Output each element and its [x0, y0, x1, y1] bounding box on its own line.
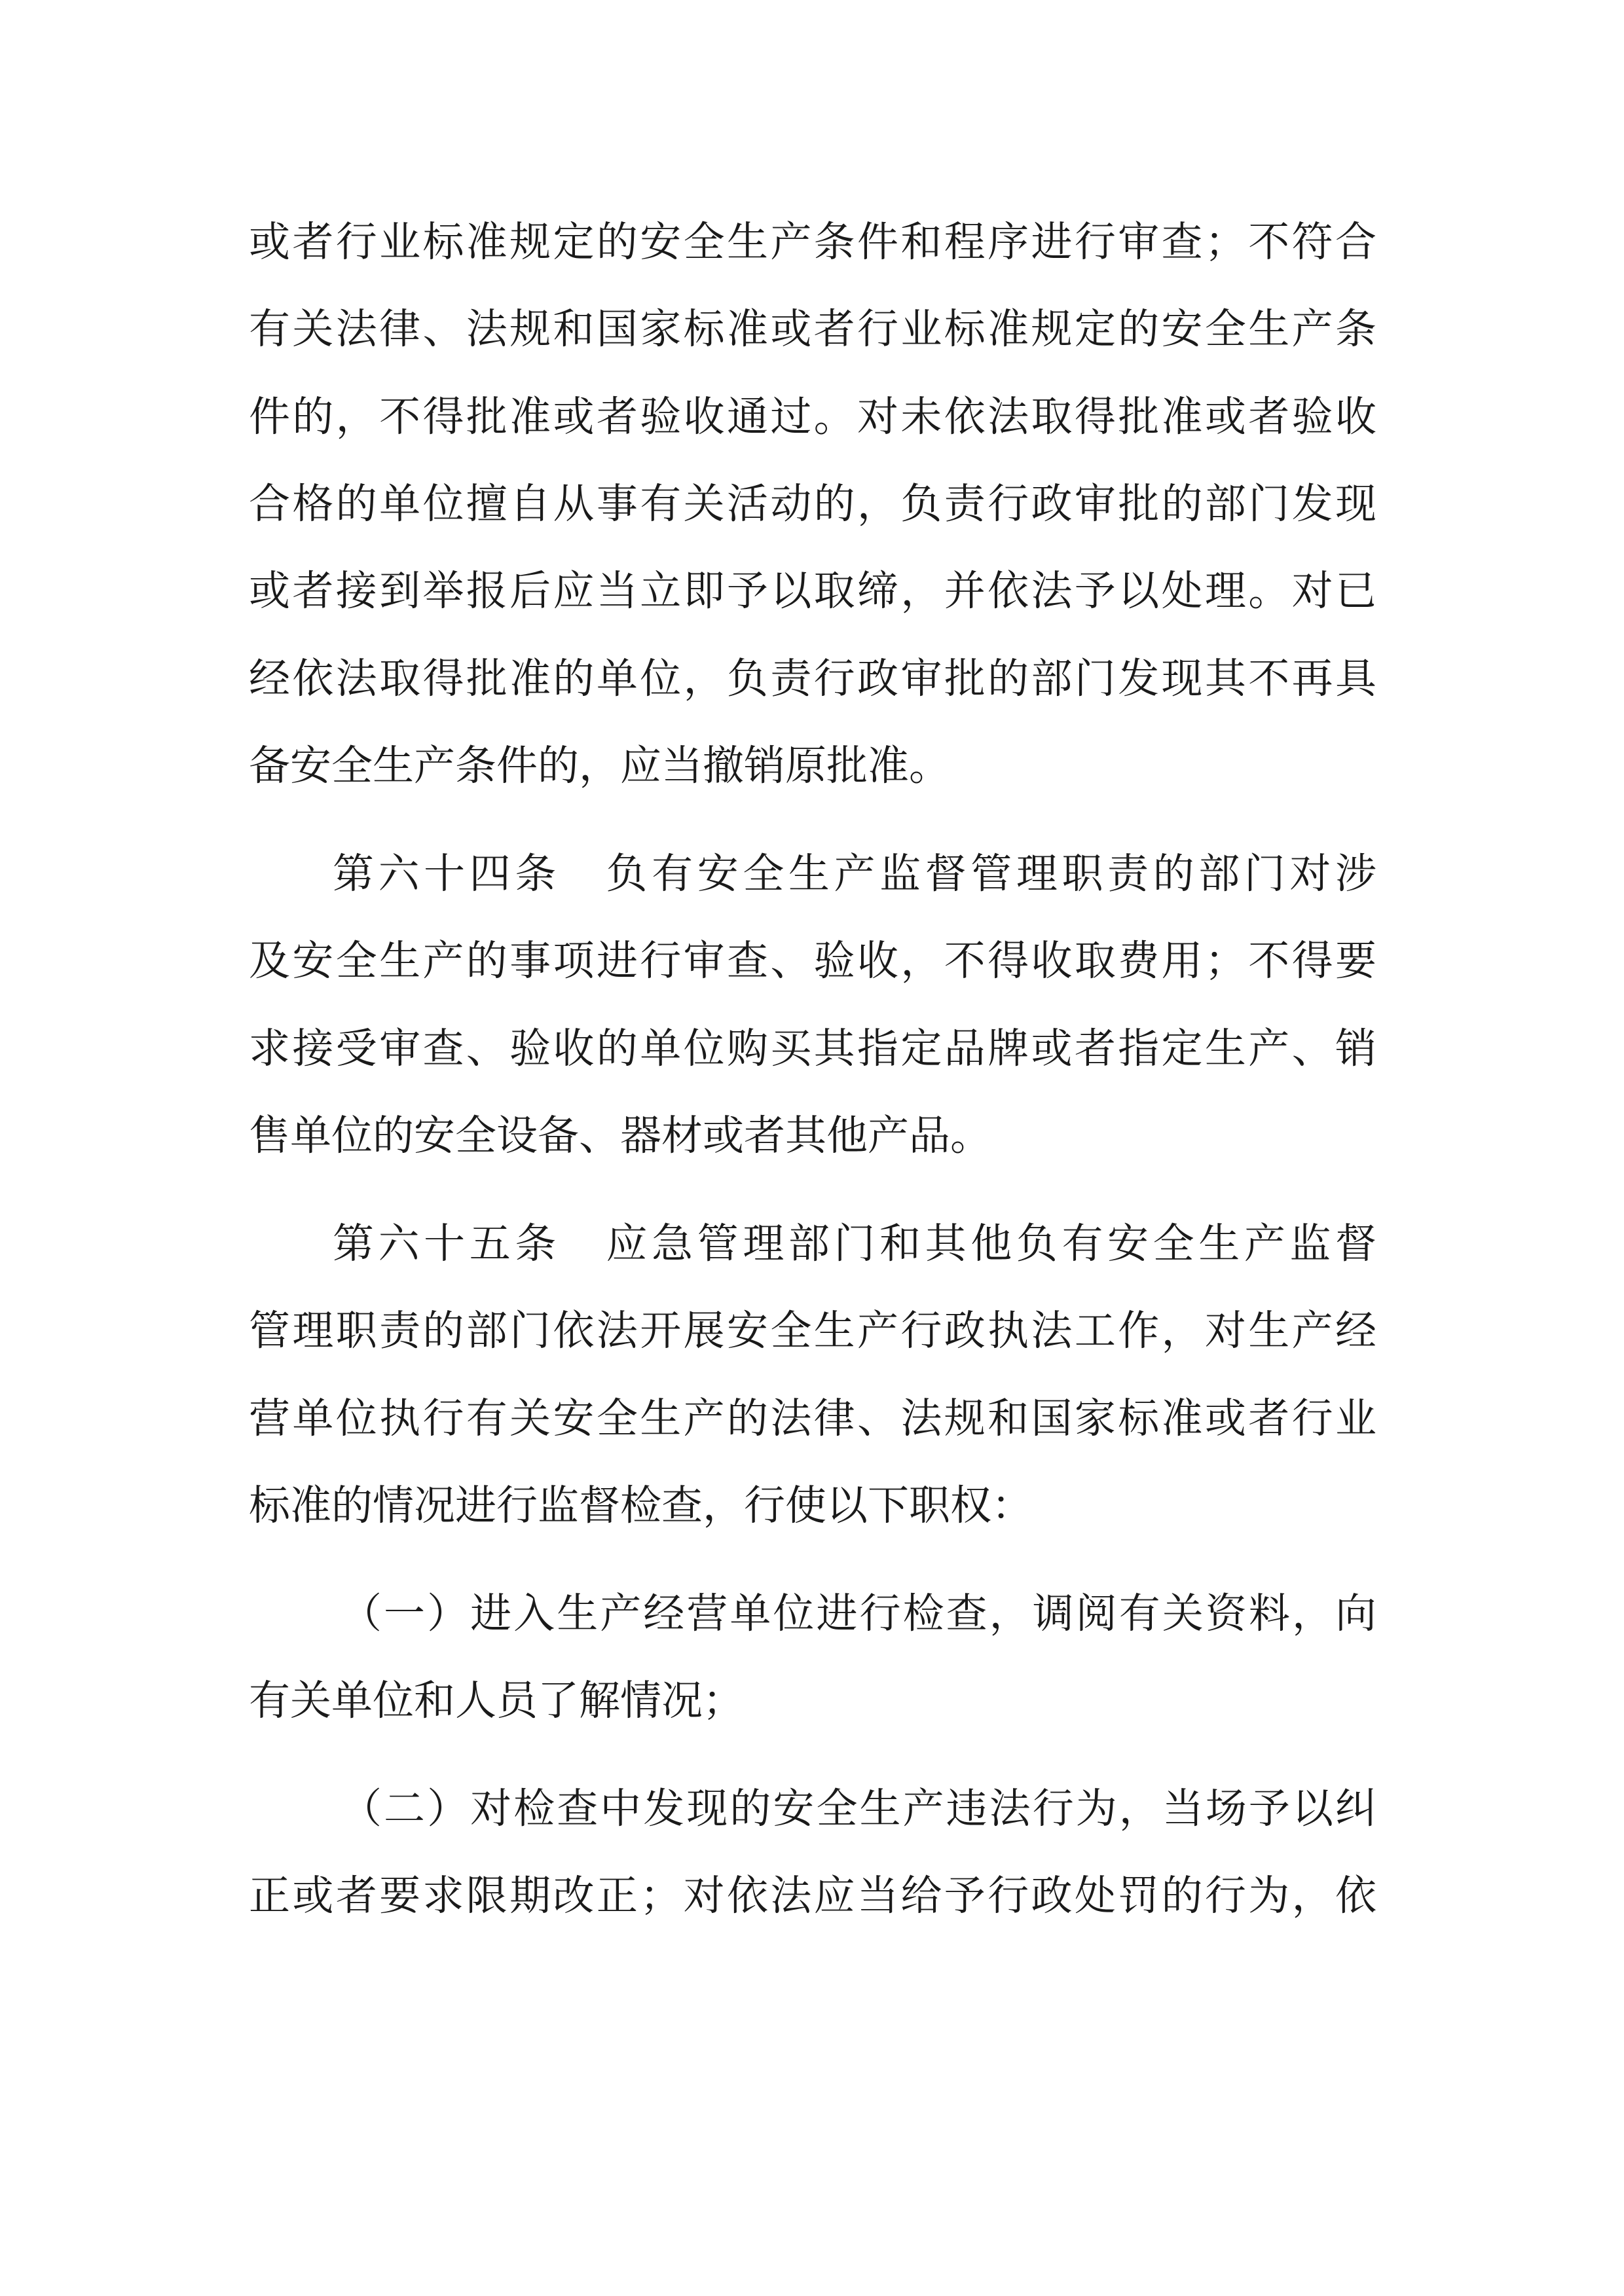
article-65-line-2: 管理职责的部门依法开展安全生产行政执法工作，对生产经: [249, 1307, 1376, 1355]
article-65-line-4: 标准的情况进行监督检查，行使以下职权：: [249, 1482, 1033, 1529]
article-64-line-1: 第六十四条 负有安全生产监督管理职责的部门对涉: [333, 850, 1376, 898]
article-65-line-3: 营单位执行有关安全生产的法律、法规和国家标准或者行业: [249, 1394, 1376, 1442]
paragraph-1-line-2: 有关法律、法规和国家标准或者行业标准规定的安全生产条: [249, 305, 1376, 353]
paragraph-1-line-4: 合格的单位擅自从事有关活动的，负责行政审批的部门发现: [249, 480, 1376, 528]
article-64-line-3: 求接受审查、验收的单位购买其指定品牌或者指定生产、销: [249, 1025, 1376, 1072]
item-1-line-2: 有关单位和人员了解情况；: [249, 1677, 744, 1724]
paragraph-1-line-1: 或者行业标准规定的安全生产条件和程序进行审查；不符合: [249, 218, 1376, 266]
paragraph-1-line-7: 备安全生产条件的，应当撤销原批准。: [249, 742, 950, 790]
paragraph-1-line-3: 件的，不得批准或者验收通过。对未依法取得批准或者验收: [249, 393, 1376, 441]
article-65-line-1: 第六十五条 应急管理部门和其他负有安全生产监督: [333, 1220, 1376, 1267]
paragraph-1-line-6: 经依法取得批准的单位，负责行政审批的部门发现其不再具: [249, 655, 1376, 702]
item-2-line-2: 正或者要求限期改正；对依法应当给予行政处罚的行为，依: [249, 1872, 1376, 1920]
item-1-line-1: （一）进入生产经营单位进行检查，调阅有关资料，向: [341, 1590, 1376, 1637]
paragraph-1-line-5: 或者接到举报后应当立即予以取缔，并依法予以处理。对已: [249, 567, 1376, 615]
item-2-line-1: （二）对检查中发现的安全生产违法行为，当场予以纠: [341, 1785, 1376, 1832]
article-64-line-2: 及安全生产的事项进行审查、验收，不得收取费用；不得要: [249, 937, 1376, 985]
article-64-line-4: 售单位的安全设备、器材或者其他产品。: [249, 1112, 991, 1159]
